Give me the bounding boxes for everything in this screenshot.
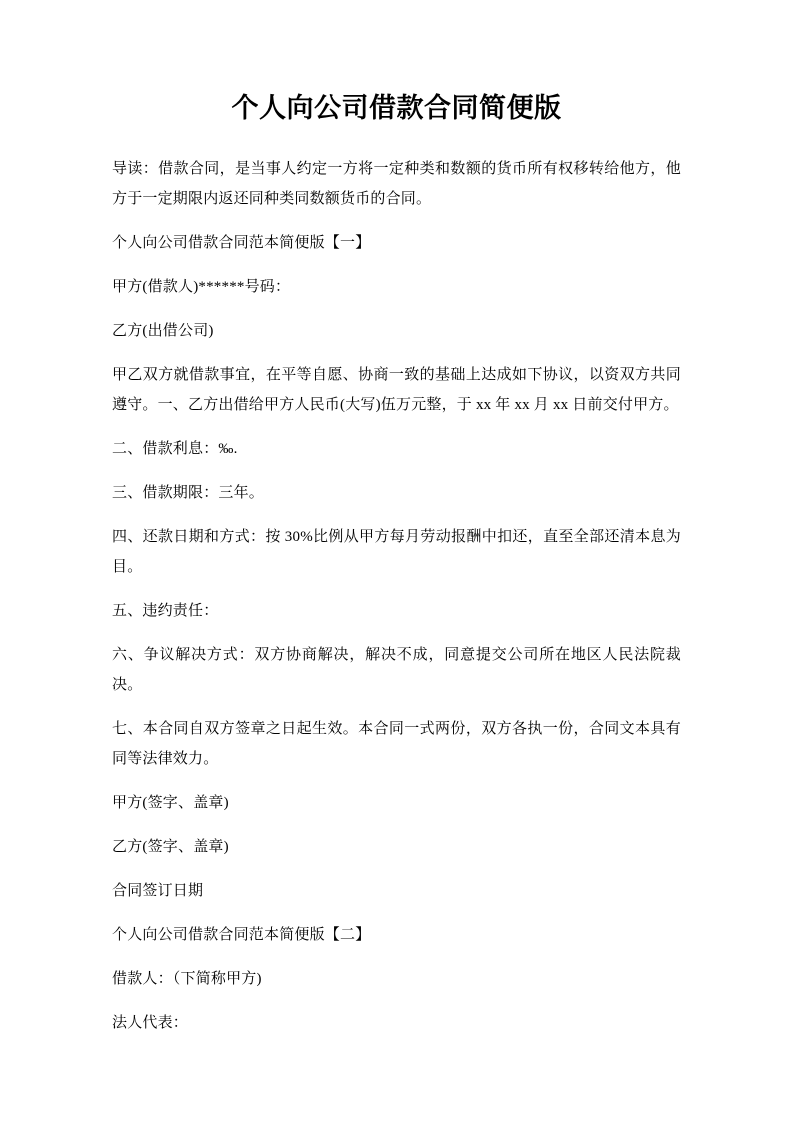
paragraph-party-b: 乙方(出借公司): [112, 322, 214, 339]
page-title: 个人向公司借款合同简便版: [231, 93, 562, 123]
paragraph-party-a: 甲方(借款人)******号码：: [112, 278, 291, 295]
paragraph-intro: 导读：借款合同，是当事人约定一方将一定种类和数额的货币所有权移转给他方，他方于一定期限内返还同种类同数额货币的合同。: [112, 160, 681, 207]
paragraph-signature-party-a: 甲方(签字、盖章): [112, 794, 229, 811]
paragraph-clause-six: 六、争议解决方式：双方协商解决，解决不成，同意提交公司所在地区人民法院裁决。: [112, 646, 681, 693]
paragraph-clause-four: 四、还款日期和方式：按 30%比例从甲方每月劳动报酬中扣还，直至全部还清本息为目。: [112, 528, 681, 575]
paragraph-signature-party-b: 乙方(签字、盖章): [112, 838, 229, 855]
paragraph-signing-date: 合同签订日期: [112, 882, 204, 899]
paragraph-agreement-clause-one: 甲乙双方就借款事宜，在平等自愿、协商一致的基础上达成如下协议，以资双方共同遵守。一、乙方出借给甲方人民币(大写)伍万元整，于 xx 年 xx 月 xx 日前交付甲方。: [112, 366, 681, 413]
paragraph-clause-five: 五、违约责任：: [112, 602, 219, 619]
paragraph-clause-seven: 七、本合同自双方签章之日起生效。本合同一式两份，双方各执一份，合同文本具有同等法律效力。: [112, 720, 681, 767]
paragraph-legal-representative: 法人代表：: [112, 1014, 189, 1031]
paragraph-section-heading-two: 个人向公司借款合同范本简便版【二】: [112, 926, 371, 943]
paragraph-section-heading-one: 个人向公司借款合同范本简便版【一】: [112, 234, 371, 251]
document-body: [112, 154, 681, 1038]
paragraph-clause-three: 三、借款期限：三年。: [112, 484, 265, 501]
paragraph-clause-two: 二、借款利息：‰.: [112, 440, 238, 457]
paragraph-borrower: 借款人：（下简称甲方): [112, 970, 262, 987]
